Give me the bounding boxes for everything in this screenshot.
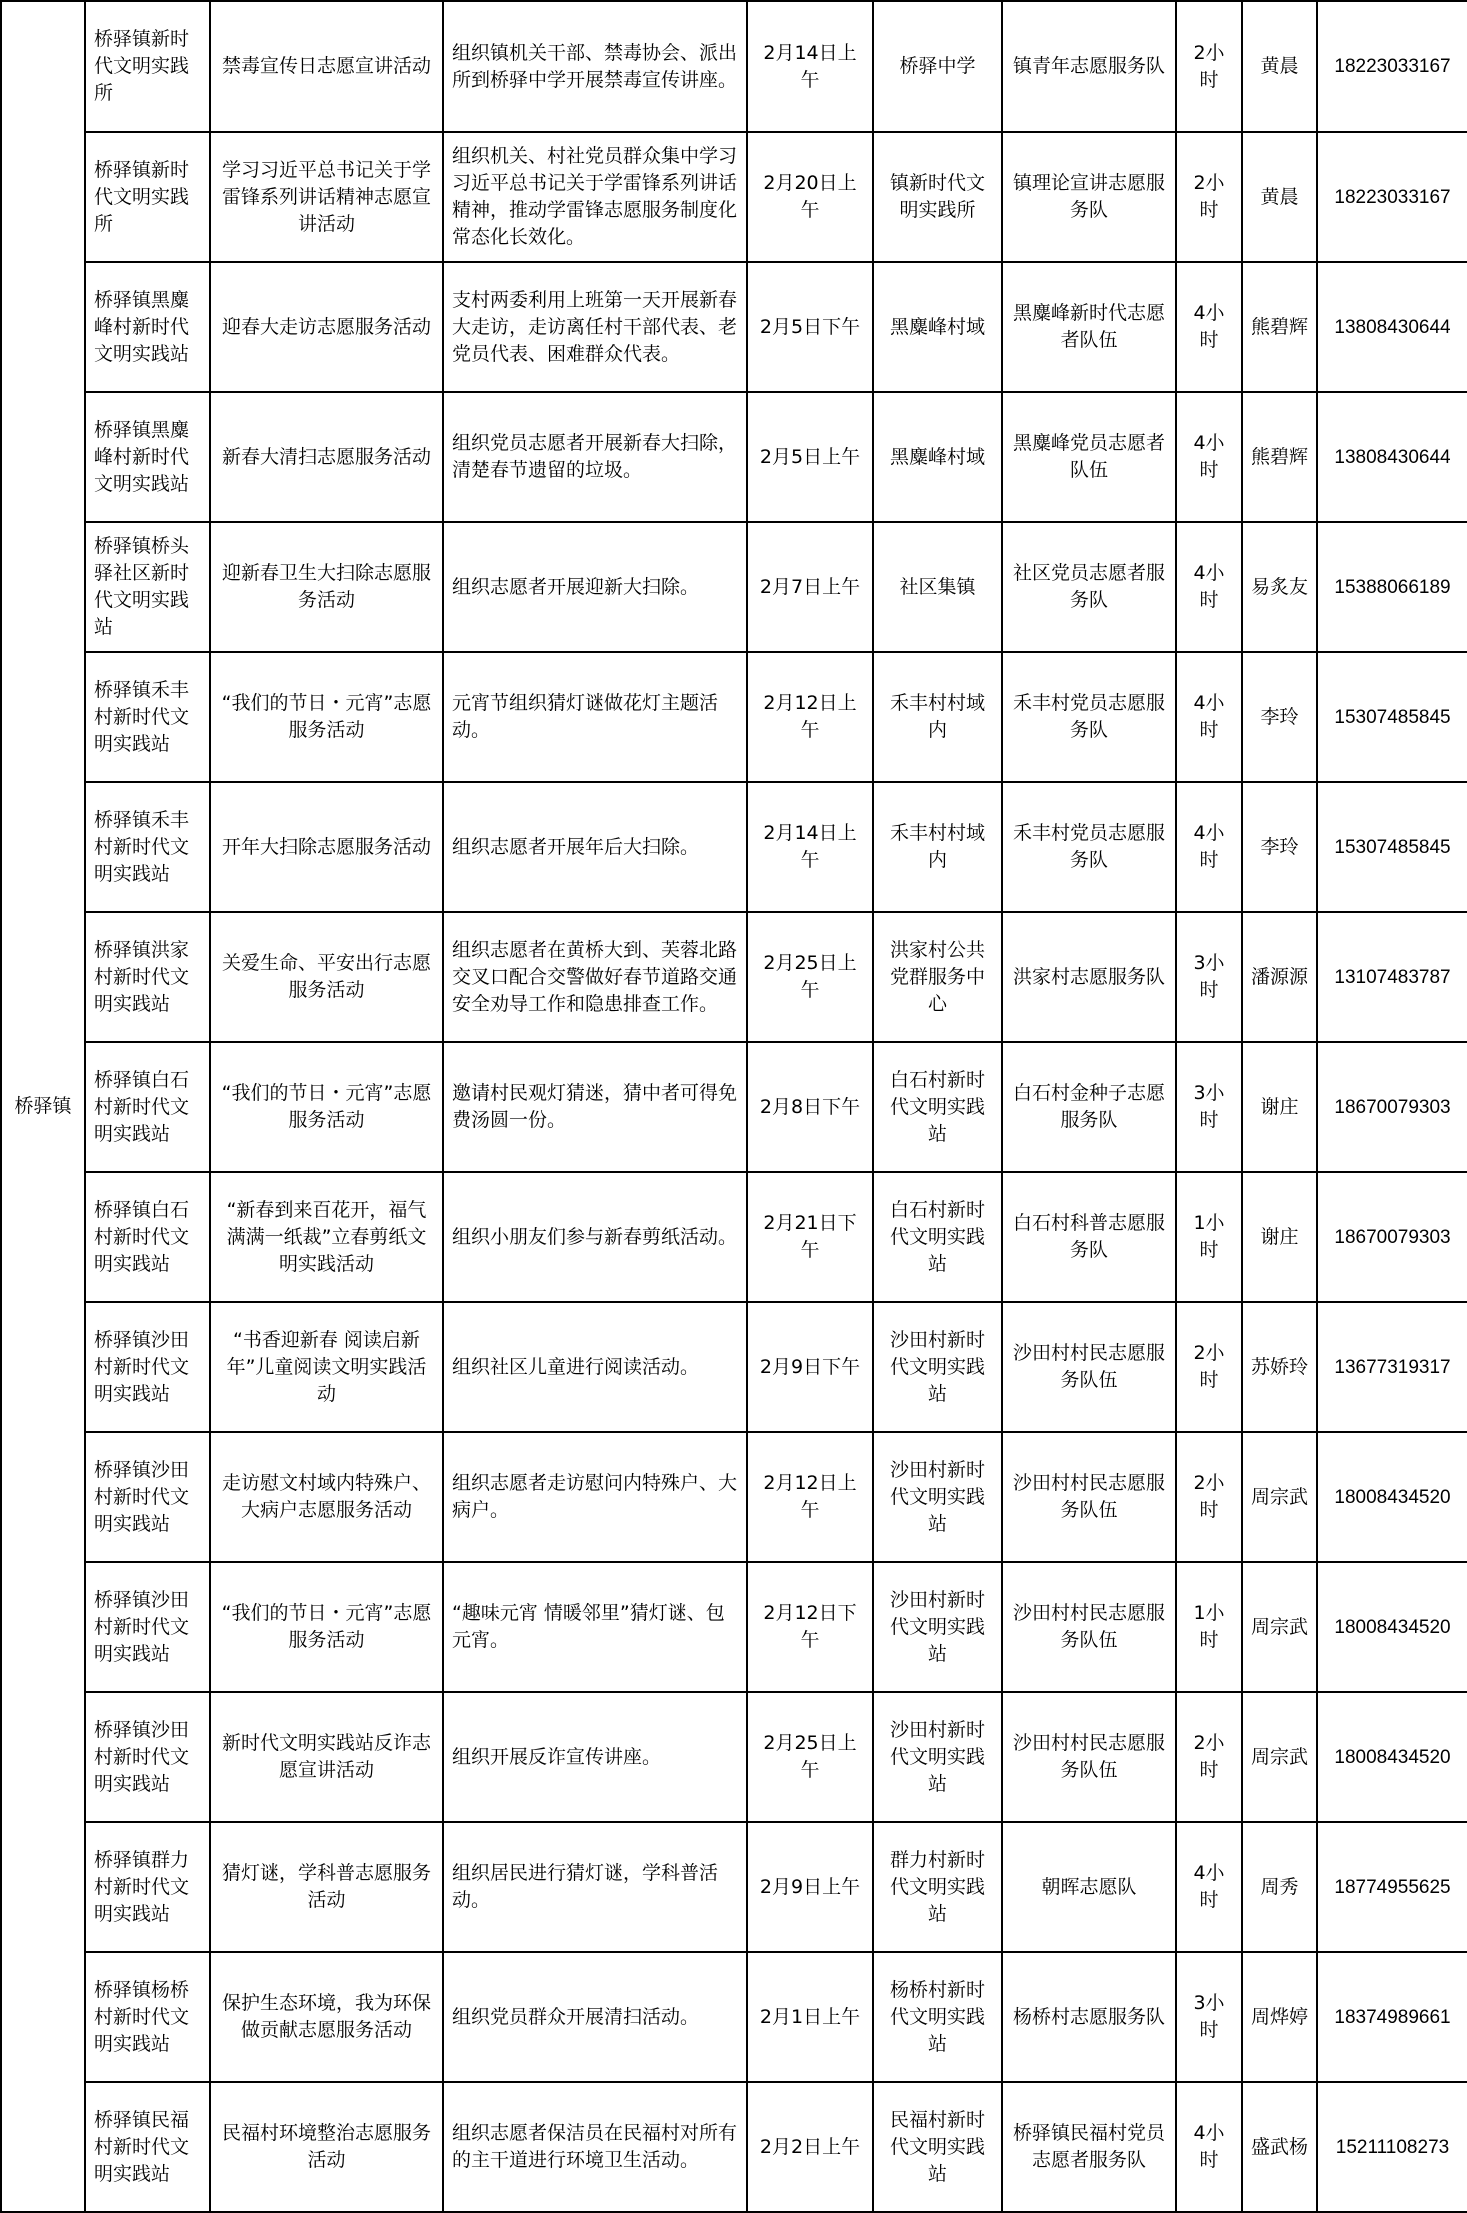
phone-number-cell: 18223033167 — [1317, 132, 1467, 262]
activity-time-cell: 2月12日上午 — [747, 1432, 873, 1562]
contact-person-cell: 盛武杨 — [1242, 2082, 1317, 2212]
volunteer-team-cell: 白石村金种子志愿服务队 — [1002, 1042, 1176, 1172]
activity-name-cell: 开年大扫除志愿服务活动 — [210, 782, 443, 912]
organization-cell: 桥驿镇沙田村新时代文明实践站 — [85, 1692, 210, 1822]
contact-person-cell: 谢庄 — [1242, 1042, 1317, 1172]
phone-number-cell: 18670079303 — [1317, 1172, 1467, 1302]
activity-name-cell: 新时代文明实践站反诈志愿宣讲活动 — [210, 1692, 443, 1822]
duration-cell: 4小时 — [1176, 522, 1242, 652]
activity-content-cell: 组织志愿者走访慰问内特殊户、大病户。 — [443, 1432, 747, 1562]
activity-place-cell: 禾丰村村域内 — [873, 782, 1002, 912]
activity-name-cell: 禁毒宣传日志愿宣讲活动 — [210, 1, 443, 132]
duration-cell: 2小时 — [1176, 1432, 1242, 1562]
activity-content-cell: “趣味元宵 情暖邻里”猜灯谜、包元宵。 — [443, 1562, 747, 1692]
duration-cell: 2小时 — [1176, 1, 1242, 132]
phone-number-cell: 13677319317 — [1317, 1302, 1467, 1432]
table-row — [1, 1, 1467, 132]
organization-cell: 桥驿镇杨桥村新时代文明实践站 — [85, 1952, 210, 2082]
volunteer-team-cell: 镇理论宣讲志愿服务队 — [1002, 132, 1176, 262]
contact-person-cell: 李玲 — [1242, 782, 1317, 912]
contact-person-cell: 周宗武 — [1242, 1692, 1317, 1822]
activity-time-cell: 2月7日上午 — [747, 522, 873, 652]
activity-time-cell: 2月9日下午 — [747, 1302, 873, 1432]
duration-cell: 3小时 — [1176, 912, 1242, 1042]
activity-content-cell: 组织党员志愿者开展新春大扫除，清楚春节遗留的垃圾。 — [443, 392, 747, 522]
activity-content-cell: 组织镇机关干部、禁毒协会、派出所到桥驿中学开展禁毒宣传讲座。 — [443, 1, 747, 132]
volunteer-team-cell: 桥驿镇民福村党员志愿者服务队 — [1002, 2082, 1176, 2212]
volunteer-team-cell: 洪家村志愿服务队 — [1002, 912, 1176, 1042]
activity-place-cell: 黑麋峰村域 — [873, 392, 1002, 522]
activity-name-cell: “我们的节日・元宵”志愿服务活动 — [210, 652, 443, 782]
contact-person-cell: 周宗武 — [1242, 1432, 1317, 1562]
activity-name-cell: “新春到来百花开，福气满满一纸裁”立春剪纸文明实践活动 — [210, 1172, 443, 1302]
contact-person-cell: 熊碧辉 — [1242, 392, 1317, 522]
activity-name-cell: 走访慰文村域内特殊户、大病户志愿服务活动 — [210, 1432, 443, 1562]
duration-cell: 2小时 — [1176, 1692, 1242, 1822]
phone-number-cell: 18008434520 — [1317, 1432, 1467, 1562]
activity-content-cell: 组织社区儿童进行阅读活动。 — [443, 1302, 747, 1432]
duration-cell: 4小时 — [1176, 782, 1242, 912]
activity-place-cell: 社区集镇 — [873, 522, 1002, 652]
phone-number-cell: 15388066189 — [1317, 522, 1467, 652]
phone-number-cell: 15307485845 — [1317, 782, 1467, 912]
organization-cell: 桥驿镇新时代文明实践所 — [85, 132, 210, 262]
phone-number-cell: 18774955625 — [1317, 1822, 1467, 1952]
activity-name-cell: 学习习近平总书记关于学雷锋系列讲话精神志愿宣讲活动 — [210, 132, 443, 262]
activity-time-cell: 2月14日上午 — [747, 782, 873, 912]
duration-cell: 1小时 — [1176, 1562, 1242, 1692]
activity-content-cell: 组织机关、村社党员群众集中学习习近平总书记关于学雷锋系列讲话精神，推动学雷锋志愿服务制度化常态化长效化。 — [443, 132, 747, 262]
organization-cell: 桥驿镇民福村新时代文明实践站 — [85, 2082, 210, 2212]
activity-content-cell: 组织志愿者开展迎新大扫除。 — [443, 522, 747, 652]
activity-content-cell: 组织开展反诈宣传讲座。 — [443, 1692, 747, 1822]
duration-cell: 4小时 — [1176, 1822, 1242, 1952]
activity-time-cell: 2月25日上午 — [747, 912, 873, 1042]
contact-person-cell: 李玲 — [1242, 652, 1317, 782]
duration-cell: 2小时 — [1176, 132, 1242, 262]
activity-name-cell: 迎春大走访志愿服务活动 — [210, 262, 443, 392]
volunteer-team-cell: 沙田村村民志愿服务队伍 — [1002, 1302, 1176, 1432]
contact-person-cell: 谢庄 — [1242, 1172, 1317, 1302]
duration-cell: 1小时 — [1176, 1172, 1242, 1302]
table-row — [1, 1302, 1467, 1432]
activity-place-cell: 洪家村公共党群服务中心 — [873, 912, 1002, 1042]
table-row — [1, 782, 1467, 912]
volunteer-team-cell: 社区党员志愿者服务队 — [1002, 522, 1176, 652]
phone-number-cell: 13808430644 — [1317, 262, 1467, 392]
contact-person-cell: 易炙友 — [1242, 522, 1317, 652]
activity-place-cell: 群力村新时代文明实践站 — [873, 1822, 1002, 1952]
phone-number-cell: 18670079303 — [1317, 1042, 1467, 1172]
table-row — [1, 1822, 1467, 1952]
activity-name-cell: “我们的节日・元宵”志愿服务活动 — [210, 1042, 443, 1172]
duration-cell: 3小时 — [1176, 1952, 1242, 2082]
activity-content-cell: 支村两委利用上班第一天开展新春大走访，走访离任村干部代表、老党员代表、困难群众代表。 — [443, 262, 747, 392]
activity-place-cell: 黑麋峰村域 — [873, 262, 1002, 392]
contact-person-cell: 黄晨 — [1242, 132, 1317, 262]
phone-number-cell: 18374989661 — [1317, 1952, 1467, 2082]
organization-cell: 桥驿镇白石村新时代文明实践站 — [85, 1172, 210, 1302]
activity-time-cell: 2月21日下午 — [747, 1172, 873, 1302]
volunteer-team-cell: 黑麋峰新时代志愿者队伍 — [1002, 262, 1176, 392]
table-row — [1, 1952, 1467, 2082]
phone-number-cell: 18008434520 — [1317, 1562, 1467, 1692]
organization-cell: 桥驿镇沙田村新时代文明实践站 — [85, 1562, 210, 1692]
phone-number-cell: 15307485845 — [1317, 652, 1467, 782]
activity-name-cell: 关爱生命、平安出行志愿服务活动 — [210, 912, 443, 1042]
activity-time-cell: 2月2日上午 — [747, 2082, 873, 2212]
activity-content-cell: 组织党员群众开展清扫活动。 — [443, 1952, 747, 2082]
activity-time-cell: 2月25日上午 — [747, 1692, 873, 1822]
activity-time-cell: 2月9日上午 — [747, 1822, 873, 1952]
duration-cell: 4小时 — [1176, 392, 1242, 522]
organization-cell: 桥驿镇黑麋峰村新时代文明实践站 — [85, 262, 210, 392]
table-row — [1, 262, 1467, 392]
activity-time-cell: 2月5日下午 — [747, 262, 873, 392]
organization-cell: 桥驿镇群力村新时代文明实践站 — [85, 1822, 210, 1952]
activity-time-cell: 2月12日上午 — [747, 652, 873, 782]
activity-content-cell: 组织小朋友们参与新春剪纸活动。 — [443, 1172, 747, 1302]
organization-cell: 桥驿镇洪家村新时代文明实践站 — [85, 912, 210, 1042]
activity-name-cell: “我们的节日・元宵”志愿服务活动 — [210, 1562, 443, 1692]
volunteer-team-cell: 禾丰村党员志愿服务队 — [1002, 652, 1176, 782]
table-row — [1, 392, 1467, 522]
organization-cell: 桥驿镇沙田村新时代文明实践站 — [85, 1432, 210, 1562]
volunteer-team-cell: 镇青年志愿服务队 — [1002, 1, 1176, 132]
volunteer-team-cell: 白石村科普志愿服务队 — [1002, 1172, 1176, 1302]
table-row — [1, 132, 1467, 262]
activity-name-cell: 猜灯谜，学科普志愿服务活动 — [210, 1822, 443, 1952]
volunteer-team-cell: 沙田村村民志愿服务队伍 — [1002, 1692, 1176, 1822]
phone-number-cell: 15211108273 — [1317, 2082, 1467, 2212]
phone-number-cell: 18223033167 — [1317, 1, 1467, 132]
activity-name-cell: 民福村环境整治志愿服务活动 — [210, 2082, 443, 2212]
contact-person-cell: 熊碧辉 — [1242, 262, 1317, 392]
activity-name-cell: 迎新春卫生大扫除志愿服务活动 — [210, 522, 443, 652]
duration-cell: 2小时 — [1176, 1302, 1242, 1432]
organization-cell: 桥驿镇白石村新时代文明实践站 — [85, 1042, 210, 1172]
phone-number-cell: 13808430644 — [1317, 392, 1467, 522]
contact-person-cell: 苏娇玲 — [1242, 1302, 1317, 1432]
table-row — [1, 1692, 1467, 1822]
activity-time-cell: 2月20日上午 — [747, 132, 873, 262]
volunteer-team-cell: 沙田村村民志愿服务队伍 — [1002, 1562, 1176, 1692]
table-row — [1, 1432, 1467, 1562]
table-row — [1, 522, 1467, 652]
duration-cell: 3小时 — [1176, 1042, 1242, 1172]
activity-place-cell: 沙田村新时代文明实践站 — [873, 1302, 1002, 1432]
activity-time-cell: 2月14日上午 — [747, 1, 873, 132]
table-row — [1, 1042, 1467, 1172]
activity-place-cell: 沙田村新时代文明实践站 — [873, 1432, 1002, 1562]
activity-place-cell: 白石村新时代文明实践站 — [873, 1042, 1002, 1172]
activity-place-cell: 桥驿中学 — [873, 1, 1002, 132]
town-cell: 桥驿镇 — [1, 1, 85, 2212]
activity-content-cell: 组织志愿者保洁员在民福村对所有的主干道进行环境卫生活动。 — [443, 2082, 747, 2212]
organization-cell: 桥驿镇禾丰村新时代文明实践站 — [85, 782, 210, 912]
activity-content-cell: 组织志愿者开展年后大扫除。 — [443, 782, 747, 912]
activity-time-cell: 2月5日上午 — [747, 392, 873, 522]
contact-person-cell: 黄晨 — [1242, 1, 1317, 132]
contact-person-cell: 潘源源 — [1242, 912, 1317, 1042]
duration-cell: 4小时 — [1176, 652, 1242, 782]
table-row — [1, 652, 1467, 782]
contact-person-cell: 周宗武 — [1242, 1562, 1317, 1692]
activity-place-cell: 沙田村新时代文明实践站 — [873, 1562, 1002, 1692]
activity-content-cell: 元宵节组织猜灯谜做花灯主题活动。 — [443, 652, 747, 782]
activity-place-cell: 白石村新时代文明实践站 — [873, 1172, 1002, 1302]
activity-place-cell: 镇新时代文明实践所 — [873, 132, 1002, 262]
activity-place-cell: 禾丰村村域内 — [873, 652, 1002, 782]
phone-number-cell: 13107483787 — [1317, 912, 1467, 1042]
organization-cell: 桥驿镇桥头驿社区新时代文明实践站 — [85, 522, 210, 652]
duration-cell: 4小时 — [1176, 2082, 1242, 2212]
organization-cell: 桥驿镇沙田村新时代文明实践站 — [85, 1302, 210, 1432]
activity-name-cell: “书香迎新春 阅读启新年”儿童阅读文明实践活动 — [210, 1302, 443, 1432]
duration-cell: 4小时 — [1176, 262, 1242, 392]
volunteer-team-cell: 沙田村村民志愿服务队伍 — [1002, 1432, 1176, 1562]
activity-content-cell: 组织居民进行猜灯谜，学科普活动。 — [443, 1822, 747, 1952]
organization-cell: 桥驿镇新时代文明实践所 — [85, 1, 210, 132]
activity-time-cell: 2月8日下午 — [747, 1042, 873, 1172]
phone-number-cell: 18008434520 — [1317, 1692, 1467, 1822]
activity-name-cell: 保护生态环境，我为环保做贡献志愿服务活动 — [210, 1952, 443, 2082]
organization-cell: 桥驿镇禾丰村新时代文明实践站 — [85, 652, 210, 782]
table-body — [1, 1, 1467, 2212]
table-row — [1, 2082, 1467, 2212]
volunteer-team-cell: 禾丰村党员志愿服务队 — [1002, 782, 1176, 912]
organization-cell: 桥驿镇黑麋峰村新时代文明实践站 — [85, 392, 210, 522]
activity-content-cell: 邀请村民观灯猜迷，猜中者可得免费汤圆一份。 — [443, 1042, 747, 1172]
activity-place-cell: 杨桥村新时代文明实践站 — [873, 1952, 1002, 2082]
volunteer-team-cell: 杨桥村志愿服务队 — [1002, 1952, 1176, 2082]
table-row — [1, 1562, 1467, 1692]
activity-time-cell: 2月12日下午 — [747, 1562, 873, 1692]
activity-place-cell: 民福村新时代文明实践站 — [873, 2082, 1002, 2212]
volunteer-team-cell: 朝晖志愿队 — [1002, 1822, 1176, 1952]
activity-name-cell: 新春大清扫志愿服务活动 — [210, 392, 443, 522]
activity-place-cell: 沙田村新时代文明实践站 — [873, 1692, 1002, 1822]
volunteer-team-cell: 黑麋峰党员志愿者队伍 — [1002, 392, 1176, 522]
contact-person-cell: 周烨婷 — [1242, 1952, 1317, 2082]
contact-person-cell: 周秀 — [1242, 1822, 1317, 1952]
activity-content-cell: 组织志愿者在黄桥大到、芙蓉北路交叉口配合交警做好春节道路交通安全劝导工作和隐患排查工作。 — [443, 912, 747, 1042]
activity-time-cell: 2月1日上午 — [747, 1952, 873, 2082]
table-row — [1, 1172, 1467, 1302]
table-row — [1, 912, 1467, 1042]
